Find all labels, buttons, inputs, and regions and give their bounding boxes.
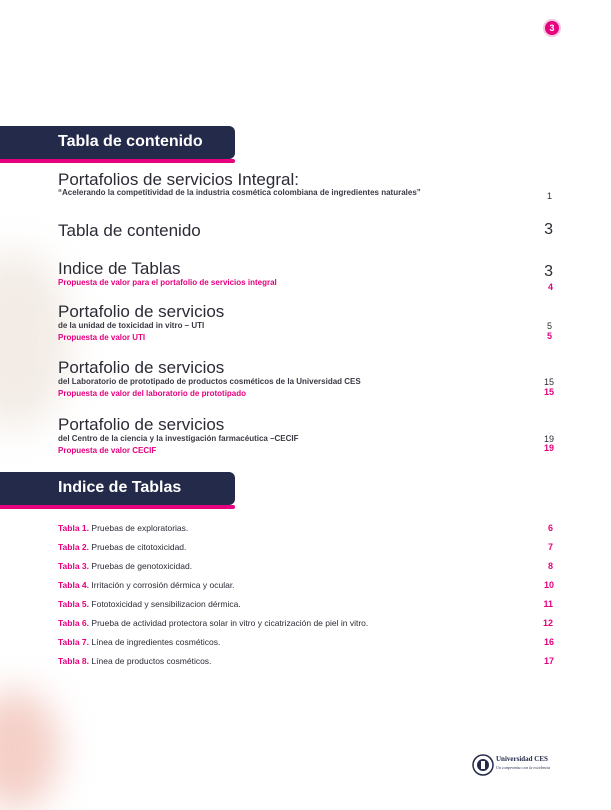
toc-entry-subtitle: de la unidad de toxicidad in vitro – UTI: [58, 321, 205, 330]
toc-entry-pink-subtitle[interactable]: Propuesta de valor UTI: [58, 333, 146, 342]
table-row[interactable]: [58, 618, 368, 628]
table-page: 10: [543, 580, 554, 590]
table-text: Prueba de actividad protectora solar in vitro y cicatrización de piel in vitro.: [91, 618, 369, 628]
toc-entry-pink-subtitle[interactable]: Propuesta de valor CECIF: [58, 446, 157, 455]
toc-entry-title[interactable]: Portafolios de servicios Integral:: [58, 170, 299, 189]
table-text: Línea de ingredientes cosméticos.: [91, 637, 221, 647]
table-page: 7: [547, 542, 553, 552]
table-label: Tabla 5.: [58, 599, 90, 609]
table-text: Pruebas de exploratorias.: [91, 523, 189, 533]
table-label: Tabla 7.: [58, 637, 90, 647]
logo-tagline: Un compromiso con la excelencia: [496, 765, 551, 770]
table-page: 8: [547, 561, 553, 571]
tables-banner: [0, 472, 235, 505]
table-row[interactable]: [58, 656, 211, 666]
toc-banner: [0, 126, 235, 159]
table-row[interactable]: [58, 599, 241, 609]
university-logo: [472, 753, 552, 777]
table-text: Pruebas de citotoxicidad.: [91, 542, 187, 552]
toc-entry-pink-page: 15: [543, 387, 554, 397]
toc-entry-title[interactable]: Portafolio de servicios: [58, 302, 225, 321]
toc-entry-page: 1: [546, 191, 552, 201]
table-text: Fototoxicidad y sensibilizacion dérmica.: [91, 599, 241, 609]
toc-entry-title[interactable]: Tabla de contenido: [58, 221, 201, 240]
toc-entry-page: 15: [543, 377, 554, 387]
toc-entry-pink-page: 4: [547, 282, 553, 292]
table-page: 12: [542, 618, 553, 628]
table-text: Irritación y corrosión dérmica y ocular.: [91, 580, 235, 590]
background-blur-bottom: [0, 690, 60, 810]
table-page: 17: [543, 656, 554, 666]
toc-entry-pink-page: 19: [543, 443, 554, 453]
table-row[interactable]: [58, 561, 192, 571]
table-row[interactable]: [58, 523, 188, 533]
table-label: Tabla 4.: [58, 580, 90, 590]
toc-entry-subtitle: del Laboratorio de prototipado de productos cosméticos de la Universidad CES: [58, 377, 361, 386]
table-label: Tabla 1.: [58, 523, 90, 533]
toc-entry-page: 3: [544, 263, 553, 280]
tables-heading: Indice de Tablas: [58, 479, 182, 496]
toc-entry-subtitle: del Centro de la ciencia y la investigación farmacéutica –CECIF: [58, 434, 299, 443]
table-row[interactable]: [58, 637, 220, 647]
toc-entry-page: 19: [543, 434, 554, 444]
table-label: Tabla 8.: [58, 656, 90, 666]
table-page: 16: [543, 637, 554, 647]
toc-entry-title[interactable]: Indice de Tablas: [58, 259, 181, 278]
table-label: Tabla 2.: [58, 542, 90, 552]
table-page: 11: [543, 599, 553, 609]
toc-entry-pink-subtitle[interactable]: Propuesta de valor para el portafolio de servicios integral: [58, 278, 277, 287]
toc-entry-subtitle: “Acelerando la competitividad de la industria cosmética colombiana de ingredientes naturales”: [58, 188, 421, 197]
table-row[interactable]: [58, 542, 186, 552]
logo-name: Universidad CES: [496, 755, 548, 763]
table-label: Tabla 3.: [58, 561, 90, 571]
toc-entry-page: 3: [544, 221, 553, 238]
toc-entry-pink-page: 5: [546, 331, 552, 341]
toc-entry-page: 5: [546, 321, 552, 331]
table-text: Pruebas de genotoxicidad.: [91, 561, 193, 571]
toc-entry-title[interactable]: Portafolio de servicios: [58, 358, 225, 377]
toc-entry-title[interactable]: Portafolio de servicios: [58, 415, 225, 434]
table-text: Línea de productos cosméticos.: [91, 656, 212, 666]
table-page: 6: [547, 523, 553, 533]
toc-heading: Tabla de contenido: [58, 133, 203, 150]
toc-entry-pink-subtitle[interactable]: Propuesta de valor del laboratorio de prototipado: [58, 389, 247, 398]
page-number-badge: 3: [545, 21, 559, 35]
table-label: Tabla 6.: [58, 618, 90, 628]
table-row[interactable]: [58, 580, 235, 590]
